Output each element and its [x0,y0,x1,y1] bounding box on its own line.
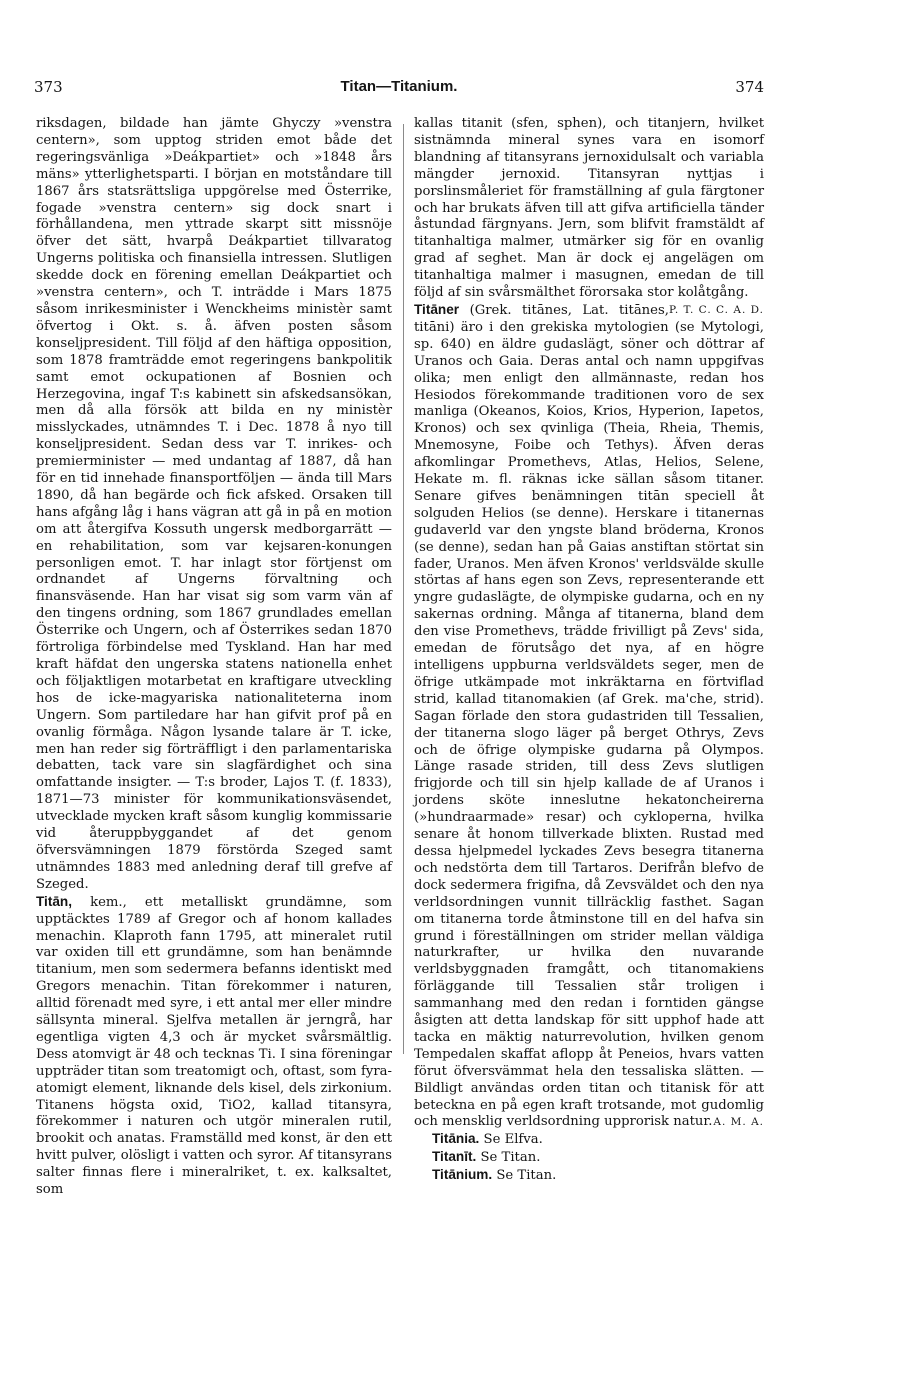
titaner-entry-text: (Grek. titānes, Lat. titānes, titāni) äro i den grekiska mytologien (se Mytologi, sp. 640) en äldre gudaslägt, söner och döttrar af Uranos och Gaia. Deras antal och namn uppgifvas olika; men enligt den allmännaste, redan hos Hesiodos förekommande traditionen voro de sex manliga (Okeanos, Koios, Krios, Hyperion, Iapetos, Kronos) och sex qvinliga (Theia, Rheia, Themis, Mnemosyne, Foibe och Tethys). Äfven deras afkomlingar Promethevs, Atlas, Helios, Selene, Hekate m. fl. räknas icke sällan såsom titaner. Senare gifves benämningen titān speciell åt solguden Helios (se denne). Herskare i titanernas gudaverld var den yngste bland bröderna, Kronos (se denne), sedan han på Gaias anstiftan störtat sin fader, Uranos. Men äfven Kronos' verldsvälde skulle störtas af hans egen son Zevs, representerande ett yngre gudaslägte, de olympiske gudarna, och en ny sakernas ordning. Många af titanerna, bland dem den vise Promethevs, trädde frivilligt på Zevs' sida, emedan de förutsågo det nya, af en högre intelligens uppburna verldsväldets seger, men de öfrige utkämpade mot inkräktarna en förtviflad strid, kallad titanomakien (af Grek. ma'che, strid). Sagan förlade den stora gudastriden till Tessalien, der titanerna slogo läger på berget Othrys, Zevs och de öfrige olympiske gudarna på Olympos. Länge rasade striden, till dess Zevs slutligen frigjorde och till sin hjelp kallade de af Uranos i jordens sköte inneslutne hekatoncheirerna (»hundraarmade» resar) och cykloperna, hvilka senare åt honom tillverkade blixten. Rustad med dessa hjelpmedel lyckades Zevs besegra titanerna och nedstörta dem till Tartaros. Derifrån blefvo de dock sedermera frigifna, då Zevsväldet och den nya verldsordningen vunnit tillräcklig fasthet. Sagan om titanerna torde åtminstone till en del hafva sin grund i föreställningen om strider mellan väldiga naturkrafter, ur hvilka den nuvarande verldsbyggnaden framgått, och titanomakiens förläggande till Tessalien står troligen i sammanhang med den redan i forntiden gängse åsigten att detta landskap för sitt upphof hade att tacka en mäktig naturrevolution, hvilken genom Tempedalen skaffat aflopp åt Peneios, hvars vatten förut öfversvämmat hela den tessaliska slätten. — Bildligt användas orden titan och titanisk för att beteckna en på egen kraft trotsande, mot gudomlig och mensklig verldsordning upprorisk natur. [414,302,764,1130]
page-number-left: 373 [34,78,63,96]
headword-titan: Titān, [36,893,73,909]
author-signature: A. M. A. [713,1116,764,1129]
page-number-right: 374 [735,78,764,96]
page-header [34,78,764,102]
left-column [36,116,392,1199]
headword-titanium: Titānium. [432,1167,493,1183]
headword-titanit: Titanīt. [432,1149,477,1165]
running-title: Titan—Titanium. [340,78,458,95]
headword-titaner: Titāner [414,301,460,317]
titan-continuation-text: kallas titanit (sfen, sphen), och titanjern, hvilket sistnämnda mineral synes vara en isomorf blandning af titansyrans jernoxidulsalt och variabla mängder jernoxid. Titansyran nyttjas i porslinsmåleriet för framställning af gula färgtoner och har brukats äfven till att gifva artificiella tänder åstundad färgnyans. Jern, som blifvit framstäldt af titanhaltiga malmer, utmärker sig för en ovanlig grad af seghet. Man är dock ej angelägen om titanhaltiga malmer i masugnen, emedan de till följd af sin svårsmälthet förorsaka stor kolåtgång. [414,116,764,301]
cross-reference-entry [414,1131,764,1149]
cross-reference-entry [414,1167,764,1185]
cross-reference-text: Se Titan. [496,1168,557,1184]
author-signature: P. T. C. C. A. D. [668,303,764,316]
tisza-article-continuation: riksdagen, bildade han jämte Ghyczy »venstra centern», som upptog striden emot både det regeringsvänliga »Deákpartiet» och »1848 års mäns» ytterlighetsparti. I början en motståndare till 1867 års statsrättsliga uppgörelse med Österrike, fogade »venstra centern» sig dock snart i förhållandena, men yttrade skarpt sitt missnöje öfver det sätt, hvarpå Deákpartiet tillvaratog Ungerns politiska och finansiella intressen. Slutligen skedde dock en förening emellan Deákpartiet och »venstra centern», och T. inträdde i Mars 1875 såsom inrikesminister i Wenckheims ministèr samt öfvertog i Okt. s. å. äfven posten såsom konseljpresident. Till följd af den häftiga opposition, som 1878 framträdde emot regeringens bankpolitik samt emot ockupationen af Bosnien och Herzegovina, ingaf T:s kabinett sin afskedsansökan, men då alla försök att bilda en ny ministèr misslyckades, utnämndes T. i Dec. 1878 å nyo till konseljpresident. Sedan dess var T. inrikes- och premierminister — med undantag af 1887, då han för en tid innehade finansportföljen — ända till Mars 1890, då han begärde och fick afsked. Orsaken till hans afgång låg i hans vägran att gå in på en motion om att återgifva Kossuth ungersk medborgarrätt — en rehabilitation, som var kejsaren-konungen personligen emot. T. har inlagt stor förtjenst om ordnandet af Ungerns förvaltning och finansväsende. Han har visat sig som varm vän af den tingens ordning, som 1867 grundlades emellan Österrike och Ungern, och af Österrikes sedan 1870 förtroliga förbindelse med Tyskland. Han har med kraft häfdat den ungerska statens nationella enhet och följaktligen motarbetat en kraftigare utveckling hos de icke-magyariska nationaliteterna inom Ungern. Som partiledare har han gifvit prof på en ovanlig förmåga. Någon lysande talare är T. icke, men han reder sig förträffligt i den parlamentariska debatten, tack vare sin slagfärdighet och sina omfattande insigter. — T:s broder, Lajos T. (f. 1833), 1871—73 minister för kommunikationsväsendet, utvecklade mycken kraft såsom kunglig kommissarie vid återuppbyggandet af det genom öfversvämningen 1879 förstörda Szeged samt utnämndes 1883 med anledning deraf till grefve af Szeged. [36,116,392,892]
cross-reference-entry [414,1149,764,1167]
cross-reference-text: Se Titan. [480,1150,541,1166]
titan-entry-text: kem., ett metalliskt grundämne, som upptäcktes 1789 af Gregor och af honom kallades menachin. Klaproth fann 1795, att mineralet rutil var oxiden till ett grundämne, som han benämnde titanium, men som sedermera befanns identiskt med Gregors menachin. Titan förekommer i naturen, alltid förenadt med syre, i ett antal mer eller mindre sällsynta mineral. Sjelfva metallen är jerngrå, har egentliga vigten 4,3 och är mycket svårsmältlig. Dess atomvigt är 48 och tecknas Ti. I sina föreningar uppträder titan som treatomigt och, oftast, som fyra-atomigt element, liknande dels kisel, dels zirkonium. Titanens högsta oxid, TiO2, kallad titansyra, förekommer i naturen och utgör mineralen rutil, brookit och anatas. Framställd med konst, är den ett hvitt pulver, olösligt i vatten och syror. Af titansyrans salter finnas flere i mineralriket, t. ex. kalksaltet, som [36,894,392,1198]
right-column [414,116,764,1185]
column-divider [403,124,404,1054]
titan-entry [36,894,392,1199]
titaner-entry [414,302,764,1131]
cross-reference-text: Se Elfva. [483,1132,543,1148]
headword-titania: Titānia. [432,1131,480,1147]
